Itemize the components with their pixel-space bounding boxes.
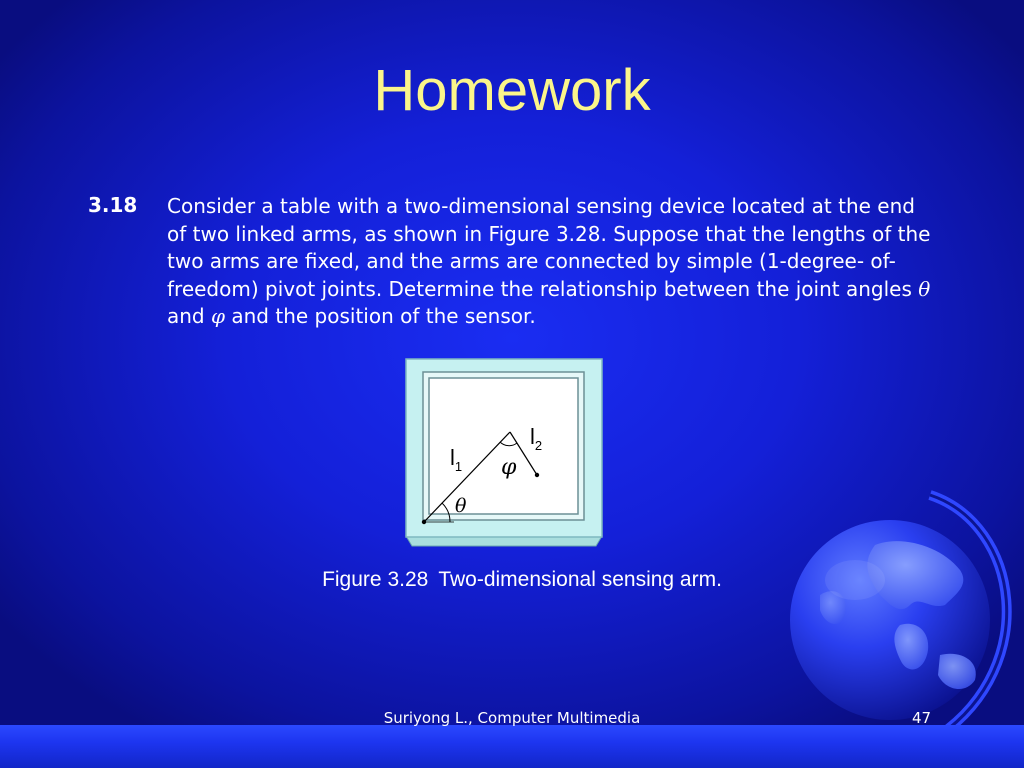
footer-text: Suriyong L., Computer Multimedia (383, 709, 641, 727)
phi-symbol: φ (211, 304, 226, 328)
and-word: and (167, 304, 205, 328)
footer-bar (0, 725, 1024, 768)
sensing-arm-figure (404, 356, 604, 548)
problem-text-part-2: and the position of the sensor. (231, 304, 536, 328)
page-number: 47 (912, 709, 932, 727)
theta-symbol: θ (918, 276, 931, 301)
problem-text-part-1: Consider a table with a two-dimensional sensing device located at the end of two linked arms, as shown in Figure 3.28. Suppose that the lengths of the two arms are fixed, and the arms are connected by simple (1-degree- of-freedom) pivot joints. Determine the relationship between the joint angles (167, 194, 931, 301)
caption-number: 3.28 (387, 568, 429, 591)
label-l2: $l_2$ (530, 424, 543, 453)
problem-number: 3.18 (88, 193, 138, 217)
sensor-point (535, 473, 539, 477)
label-phi: φ (501, 455, 517, 480)
caption-prefix: Figure (322, 568, 382, 591)
problem-text (167, 193, 937, 331)
label-l1: $l_1$ (450, 445, 463, 474)
caption-description: Two-dimensional sensing arm. (438, 568, 722, 591)
label-theta: θ (455, 495, 467, 517)
slide-title: Homework (373, 58, 651, 123)
